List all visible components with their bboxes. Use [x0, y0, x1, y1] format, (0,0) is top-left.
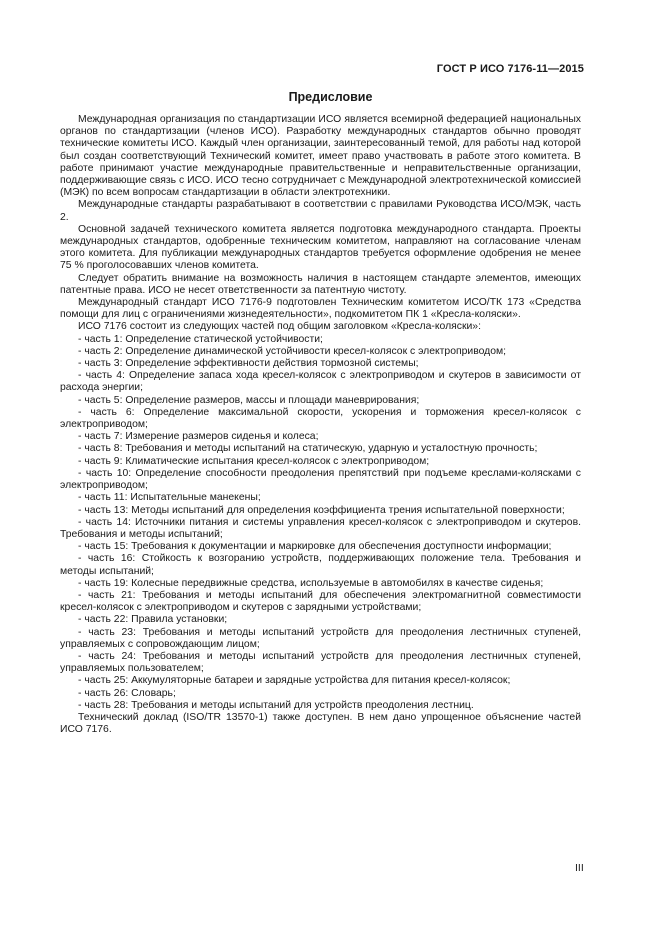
- list-item: - часть 22: Правила установки;: [78, 614, 228, 626]
- paragraph-iso-intro: Международная организация по стандартизации ИСО является всемирной федерацией национальных органов по стандартизации (членов ИСО). Разработку международных стандартов обычно проводят технические комитеты ИСО. Каждый член организации, заинтересованный темой, для работы над которой был создан соответствующий Технический комитет, имеет право участвовать в работе этого комитета. В работе принимают участие международные правительственные и неправительственные организации, поддерживающие связь с ИСО. ИСО тесно сотрудничает с Международной электротехнической комиссией (МЭК) по всем вопросам стандартизации в области электротехники.: [60, 114, 581, 199]
- list-item: - часть 4: Определение запаса хода кресел-колясок с электроприводом и скутеров в зависимости от расхода энергии;: [60, 370, 581, 394]
- list-item: - часть 16: Стойкость к возгоранию устройств, поддерживающих положение тела. Требования и методы испытаний;: [60, 553, 581, 577]
- list-item: - часть 14: Источники питания и системы управления кресел-колясок с электроприводом и скутеров. Требования и методы испытаний;: [60, 516, 581, 540]
- paragraph-patent: Следует обратить внимание на возможность наличия в настоящем стандарте элементов, имеющих патентные права. ИСО не несет ответственности за патентную чистоту.: [60, 272, 581, 296]
- paragraph-committee-task: Основной задачей технического комитета является подготовка международного стандарта. Проекты международных стандартов, одобренные техническим комитетом, направляют на согласование членам этого комитета. Для публикации международных стандартов требуется оформление одобрения не менее 75 % проголосовавших членов комитета.: [60, 223, 581, 272]
- list-item: - часть 7: Измерение размеров сиденья и колеса;: [78, 431, 319, 443]
- list-item: - часть 13: Методы испытаний для определения коэффициента трения испытательной поверхности;: [78, 504, 565, 516]
- list-item: - часть 2: Определение динамической устойчивости кресел-колясок с электроприводом;: [78, 345, 507, 357]
- paragraph-prepared-by: Международный стандарт ИСО 7176-9 подготовлен Техническим комитетом ИСО/ТК 173 «Средства помощи для лиц с ограничениями жизнедеятельности», подкомитетом ПК 1 «Кресла-коляски».: [60, 297, 581, 321]
- list-item: - часть 6: Определение максимальной скорости, ускорения и торможения кресел-колясок с электроприводом;: [60, 406, 581, 431]
- list-item: - часть 15: Требования к документации и маркировке для обеспечения доступности информации;: [78, 541, 552, 553]
- list-item: - часть 3: Определение эффективности действия тормозной системы;: [78, 358, 419, 370]
- list-item: - часть 28: Требования и методы испытаний для устройств преодоления лестниц.: [78, 699, 474, 711]
- page-title: Предисловие: [288, 90, 373, 104]
- list-item: - часть 25: Аккумуляторные батареи и зарядные устройства для питания кресел-колясок;: [78, 675, 511, 687]
- list-item: - часть 9: Климатические испытания кресел-колясок с электроприводом;: [78, 455, 430, 467]
- preface-body: [60, 114, 581, 736]
- list-item: - часть 24: Требования и методы испытаний устройств для преодоления лестничных ступеней, управляемых пользователем;: [60, 650, 581, 675]
- parts-list: [60, 334, 581, 712]
- paragraph-iec-guide: Международные стандарты разрабатывают в соответствии с правилами Руководства ИСО/МЭК, часть 2.: [60, 199, 581, 223]
- list-item: - часть 5: Определение размеров, массы и площади маневрирования;: [78, 394, 420, 406]
- document-code: ГОСТ Р ИСО 7176-11—2015: [436, 63, 584, 75]
- list-item: - часть 21: Требования и методы испытаний для обеспечения электромагнитной совместимости кресел-колясок с электроприводом и скутеров с зарядными устройствами;: [60, 589, 581, 614]
- list-item: - часть 23: Требования и методы испытаний устройств для преодоления лестничных ступеней, управляемых с сопровождающим лицом;: [60, 626, 581, 650]
- list-item: - часть 19: Колесные передвижные средства, используемые в автомобилях в качестве сиденья;: [78, 577, 544, 589]
- list-item: - часть 10: Определение способности преодоления препятствий при подъеме креслами-колясками с электроприводом;: [60, 467, 581, 492]
- list-item: - часть 8: Требования и методы испытаний на статическую, ударную и усталостную прочность;: [78, 443, 538, 455]
- list-item: - часть 26: Словарь;: [78, 687, 176, 699]
- list-item: - часть 11: Испытательные манекены;: [78, 492, 261, 504]
- page-number: III: [575, 862, 584, 874]
- paragraph-technical-report: Технический доклад (ISO/TR 13570-1) также доступен. В нем дано упрощенное объяснение частей ИСО 7176.: [60, 711, 581, 736]
- paragraph-parts-intro: ИСО 7176 состоит из следующих частей под общим заголовком «Кресла-коляски»:: [78, 321, 481, 333]
- list-item: - часть 1: Определение статической устойчивости;: [78, 333, 323, 345]
